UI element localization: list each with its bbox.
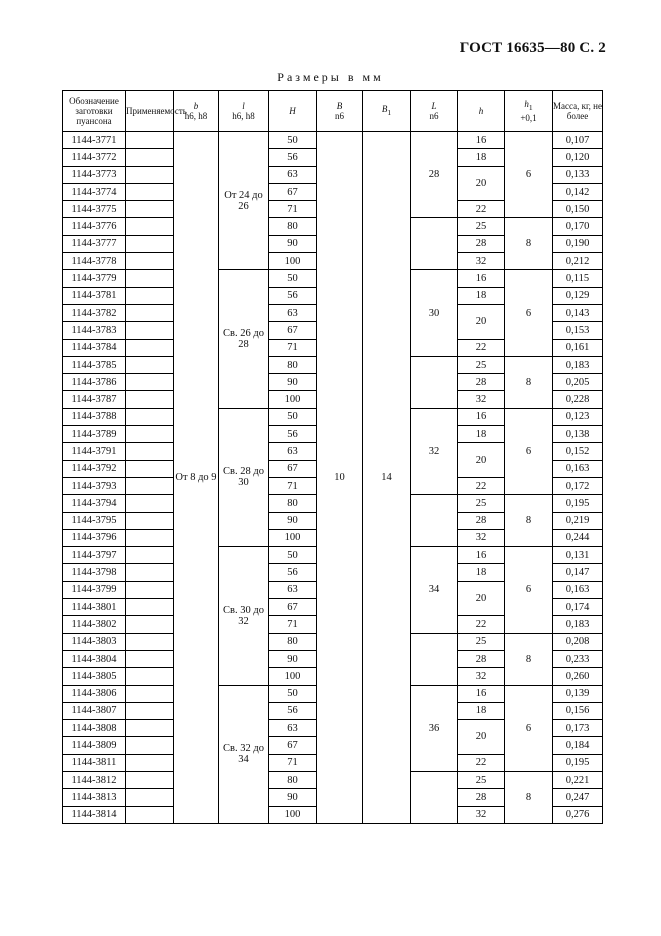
cell-designation: 1144-3797: [63, 547, 126, 564]
col-h1: $h_1$ +0,1: [505, 91, 553, 132]
table-body: [63, 132, 603, 824]
cell-H: 56: [269, 564, 317, 581]
cell-applicability: [126, 253, 174, 270]
cell-applicability: [126, 789, 174, 806]
cell-h: 20: [458, 720, 505, 755]
cell-mass: 0,195: [553, 754, 603, 771]
cell-mass: 0,161: [553, 339, 603, 356]
cell-h1: 8: [505, 633, 553, 685]
cell-mass: 0,260: [553, 668, 603, 685]
cell-l: Св. 32 до 34: [219, 685, 269, 823]
cell-B: 10: [317, 132, 363, 824]
cell-designation: 1144-3778: [63, 253, 126, 270]
cell-h: 28: [458, 374, 505, 391]
cell-h: 22: [458, 616, 505, 633]
cell-H: 50: [269, 270, 317, 287]
cell-mass: 0,139: [553, 685, 603, 702]
cell-H: 67: [269, 599, 317, 616]
cell-applicability: [126, 201, 174, 218]
cell-H: 90: [269, 512, 317, 529]
header-row: [63, 91, 603, 132]
cell-h: 16: [458, 547, 505, 564]
cell-applicability: [126, 529, 174, 546]
cell-mass: 0,208: [553, 633, 603, 650]
cell-designation: 1144-3783: [63, 322, 126, 339]
cell-designation: 1144-3784: [63, 339, 126, 356]
col-mass: Масса, кг, не более: [553, 91, 603, 132]
cell-h: 28: [458, 789, 505, 806]
cell-designation: 1144-3799: [63, 581, 126, 598]
cell-applicability: [126, 304, 174, 321]
cell-h: 25: [458, 633, 505, 650]
cell-applicability: [126, 547, 174, 564]
cell-mass: 0,129: [553, 287, 603, 304]
cell-l: От 24 до 26: [219, 132, 269, 270]
cell-applicability: [126, 149, 174, 166]
cell-h1: 8: [505, 495, 553, 547]
cell-L: 30: [411, 270, 458, 356]
cell-h1: 6: [505, 547, 553, 633]
cell-mass: 0,143: [553, 304, 603, 321]
cell-designation: 1144-3775: [63, 201, 126, 218]
cell-applicability: [126, 183, 174, 200]
cell-L-blank: [411, 218, 458, 270]
col-H: H: [269, 91, 317, 132]
cell-designation: 1144-3773: [63, 166, 126, 183]
cell-mass: 0,142: [553, 183, 603, 200]
cell-mass: 0,120: [553, 149, 603, 166]
cell-designation: 1144-3788: [63, 408, 126, 425]
cell-applicability: [126, 650, 174, 667]
table-row: [63, 132, 603, 149]
cell-h: 20: [458, 581, 505, 616]
cell-H: 71: [269, 201, 317, 218]
cell-applicability: [126, 806, 174, 823]
cell-mass: 0,195: [553, 495, 603, 512]
cell-designation: 1144-3801: [63, 599, 126, 616]
cell-designation: 1144-3808: [63, 720, 126, 737]
cell-h: 25: [458, 218, 505, 235]
cell-h1: 8: [505, 218, 553, 270]
cell-mass: 0,153: [553, 322, 603, 339]
cell-designation: 1144-3806: [63, 685, 126, 702]
cell-H: 63: [269, 304, 317, 321]
cell-applicability: [126, 581, 174, 598]
cell-applicability: [126, 564, 174, 581]
cell-H: 67: [269, 183, 317, 200]
cell-applicability: [126, 737, 174, 754]
cell-H: 71: [269, 477, 317, 494]
cell-H: 50: [269, 685, 317, 702]
col-l: l h6, h8: [219, 91, 269, 132]
cell-L: 32: [411, 408, 458, 494]
cell-h: 25: [458, 771, 505, 788]
cell-mass: 0,170: [553, 218, 603, 235]
cell-designation: 1144-3794: [63, 495, 126, 512]
cell-H: 80: [269, 771, 317, 788]
cell-designation: 1144-3779: [63, 270, 126, 287]
cell-h: 18: [458, 149, 505, 166]
cell-designation: 1144-3795: [63, 512, 126, 529]
cell-applicability: [126, 495, 174, 512]
cell-H: 50: [269, 408, 317, 425]
col-B1: $B_1$: [363, 91, 411, 132]
cell-applicability: [126, 443, 174, 460]
cell-H: 100: [269, 668, 317, 685]
cell-mass: 0,244: [553, 529, 603, 546]
page-header: ГОСТ 16635—80 С. 2: [459, 40, 606, 56]
cell-L: 34: [411, 547, 458, 633]
cell-applicability: [126, 166, 174, 183]
col-B: B n6: [317, 91, 363, 132]
cell-mass: 0,184: [553, 737, 603, 754]
cell-mass: 0,138: [553, 426, 603, 443]
cell-mass: 0,276: [553, 806, 603, 823]
cell-H: 56: [269, 426, 317, 443]
cell-mass: 0,163: [553, 460, 603, 477]
cell-designation: 1144-3781: [63, 287, 126, 304]
cell-mass: 0,221: [553, 771, 603, 788]
cell-H: 67: [269, 322, 317, 339]
sizes-table: [62, 90, 603, 824]
col-h: h: [458, 91, 505, 132]
cell-h: 16: [458, 270, 505, 287]
cell-h: 22: [458, 477, 505, 494]
cell-h: 22: [458, 339, 505, 356]
cell-h: 16: [458, 408, 505, 425]
cell-h: 32: [458, 529, 505, 546]
cell-h: 18: [458, 426, 505, 443]
cell-designation: 1144-3782: [63, 304, 126, 321]
cell-b: От 8 до 9: [174, 132, 219, 824]
cell-B1: 14: [363, 132, 411, 824]
cell-mass: 0,205: [553, 374, 603, 391]
cell-applicability: [126, 720, 174, 737]
cell-mass: 0,133: [553, 166, 603, 183]
cell-h: 25: [458, 495, 505, 512]
cell-h: 20: [458, 166, 505, 201]
cell-applicability: [126, 322, 174, 339]
table-caption: Размеры в мм: [277, 70, 384, 84]
cell-H: 80: [269, 633, 317, 650]
cell-designation: 1144-3774: [63, 183, 126, 200]
cell-h1: 6: [505, 685, 553, 771]
cell-H: 56: [269, 702, 317, 719]
col-b: b h6, h8: [174, 91, 219, 132]
cell-designation: 1144-3789: [63, 426, 126, 443]
cell-h1: 6: [505, 132, 553, 218]
cell-H: 71: [269, 754, 317, 771]
cell-mass: 0,163: [553, 581, 603, 598]
cell-h: 22: [458, 754, 505, 771]
cell-applicability: [126, 685, 174, 702]
cell-h: 20: [458, 304, 505, 339]
cell-designation: 1144-3786: [63, 374, 126, 391]
cell-applicability: [126, 512, 174, 529]
cell-h: 20: [458, 443, 505, 478]
cell-H: 80: [269, 356, 317, 373]
col-designation: Обозначение заготовки пуансона: [63, 91, 126, 132]
cell-H: 100: [269, 391, 317, 408]
cell-h: 28: [458, 512, 505, 529]
cell-applicability: [126, 235, 174, 252]
cell-applicability: [126, 771, 174, 788]
cell-H: 50: [269, 132, 317, 149]
col-applicability: Применяемость: [126, 91, 174, 132]
cell-H: 63: [269, 720, 317, 737]
cell-h: 18: [458, 564, 505, 581]
cell-designation: 1144-3803: [63, 633, 126, 650]
cell-applicability: [126, 633, 174, 650]
cell-H: 63: [269, 443, 317, 460]
cell-mass: 0,219: [553, 512, 603, 529]
cell-applicability: [126, 754, 174, 771]
cell-mass: 0,156: [553, 702, 603, 719]
cell-l: Св. 26 до 28: [219, 270, 269, 408]
cell-designation: 1144-3777: [63, 235, 126, 252]
cell-designation: 1144-3776: [63, 218, 126, 235]
cell-H: 56: [269, 287, 317, 304]
cell-h: 16: [458, 685, 505, 702]
cell-h: 16: [458, 132, 505, 149]
cell-designation: 1144-3812: [63, 771, 126, 788]
cell-mass: 0,131: [553, 547, 603, 564]
cell-H: 80: [269, 495, 317, 512]
cell-designation: 1144-3804: [63, 650, 126, 667]
cell-applicability: [126, 391, 174, 408]
cell-designation: 1144-3811: [63, 754, 126, 771]
cell-designation: 1144-3772: [63, 149, 126, 166]
cell-designation: 1144-3793: [63, 477, 126, 494]
cell-applicability: [126, 132, 174, 149]
cell-mass: 0,174: [553, 599, 603, 616]
cell-designation: 1144-3814: [63, 806, 126, 823]
cell-L: 36: [411, 685, 458, 771]
cell-H: 63: [269, 581, 317, 598]
cell-h1: 6: [505, 270, 553, 356]
cell-mass: 0,115: [553, 270, 603, 287]
cell-mass: 0,212: [553, 253, 603, 270]
cell-H: 90: [269, 650, 317, 667]
cell-applicability: [126, 374, 174, 391]
cell-mass: 0,152: [553, 443, 603, 460]
cell-h: 18: [458, 702, 505, 719]
cell-H: 90: [269, 374, 317, 391]
cell-designation: 1144-3802: [63, 616, 126, 633]
cell-designation: 1144-3798: [63, 564, 126, 581]
cell-applicability: [126, 287, 174, 304]
cell-applicability: [126, 356, 174, 373]
cell-h: 22: [458, 201, 505, 218]
cell-h: 32: [458, 253, 505, 270]
cell-designation: 1144-3785: [63, 356, 126, 373]
cell-h: 25: [458, 356, 505, 373]
cell-H: 100: [269, 806, 317, 823]
cell-h: 32: [458, 391, 505, 408]
cell-H: 50: [269, 547, 317, 564]
cell-H: 71: [269, 616, 317, 633]
cell-mass: 0,150: [553, 201, 603, 218]
cell-l: Св. 30 до 32: [219, 547, 269, 685]
cell-mass: 0,183: [553, 356, 603, 373]
cell-designation: 1144-3792: [63, 460, 126, 477]
cell-h: 28: [458, 235, 505, 252]
cell-mass: 0,183: [553, 616, 603, 633]
cell-mass: 0,123: [553, 408, 603, 425]
cell-mass: 0,233: [553, 650, 603, 667]
cell-h: 18: [458, 287, 505, 304]
cell-applicability: [126, 270, 174, 287]
cell-h1: 8: [505, 771, 553, 823]
cell-designation: 1144-3787: [63, 391, 126, 408]
cell-applicability: [126, 426, 174, 443]
cell-mass: 0,228: [553, 391, 603, 408]
cell-designation: 1144-3796: [63, 529, 126, 546]
cell-applicability: [126, 668, 174, 685]
cell-H: 67: [269, 737, 317, 754]
cell-H: 90: [269, 235, 317, 252]
cell-H: 67: [269, 460, 317, 477]
cell-l: Св. 28 до 30: [219, 408, 269, 546]
cell-mass: 0,147: [553, 564, 603, 581]
cell-applicability: [126, 460, 174, 477]
cell-applicability: [126, 339, 174, 356]
cell-L-blank: [411, 771, 458, 823]
cell-L-blank: [411, 633, 458, 685]
cell-designation: 1144-3771: [63, 132, 126, 149]
col-L: L n6: [411, 91, 458, 132]
cell-designation: 1144-3809: [63, 737, 126, 754]
cell-L-blank: [411, 356, 458, 408]
cell-mass: 0,247: [553, 789, 603, 806]
cell-H: 100: [269, 529, 317, 546]
cell-H: 80: [269, 218, 317, 235]
cell-h1: 8: [505, 356, 553, 408]
cell-designation: 1144-3807: [63, 702, 126, 719]
cell-h: 32: [458, 668, 505, 685]
cell-H: 63: [269, 166, 317, 183]
cell-h: 28: [458, 650, 505, 667]
cell-H: 90: [269, 789, 317, 806]
cell-applicability: [126, 477, 174, 494]
cell-h1: 6: [505, 408, 553, 494]
cell-designation: 1144-3813: [63, 789, 126, 806]
cell-h: 32: [458, 806, 505, 823]
cell-mass: 0,107: [553, 132, 603, 149]
cell-mass: 0,173: [553, 720, 603, 737]
cell-H: 71: [269, 339, 317, 356]
cell-mass: 0,190: [553, 235, 603, 252]
cell-L: 28: [411, 132, 458, 218]
cell-H: 100: [269, 253, 317, 270]
cell-L-blank: [411, 495, 458, 547]
cell-designation: 1144-3791: [63, 443, 126, 460]
cell-designation: 1144-3805: [63, 668, 126, 685]
cell-applicability: [126, 408, 174, 425]
cell-applicability: [126, 702, 174, 719]
cell-applicability: [126, 218, 174, 235]
cell-applicability: [126, 599, 174, 616]
cell-mass: 0,172: [553, 477, 603, 494]
cell-applicability: [126, 616, 174, 633]
cell-H: 56: [269, 149, 317, 166]
